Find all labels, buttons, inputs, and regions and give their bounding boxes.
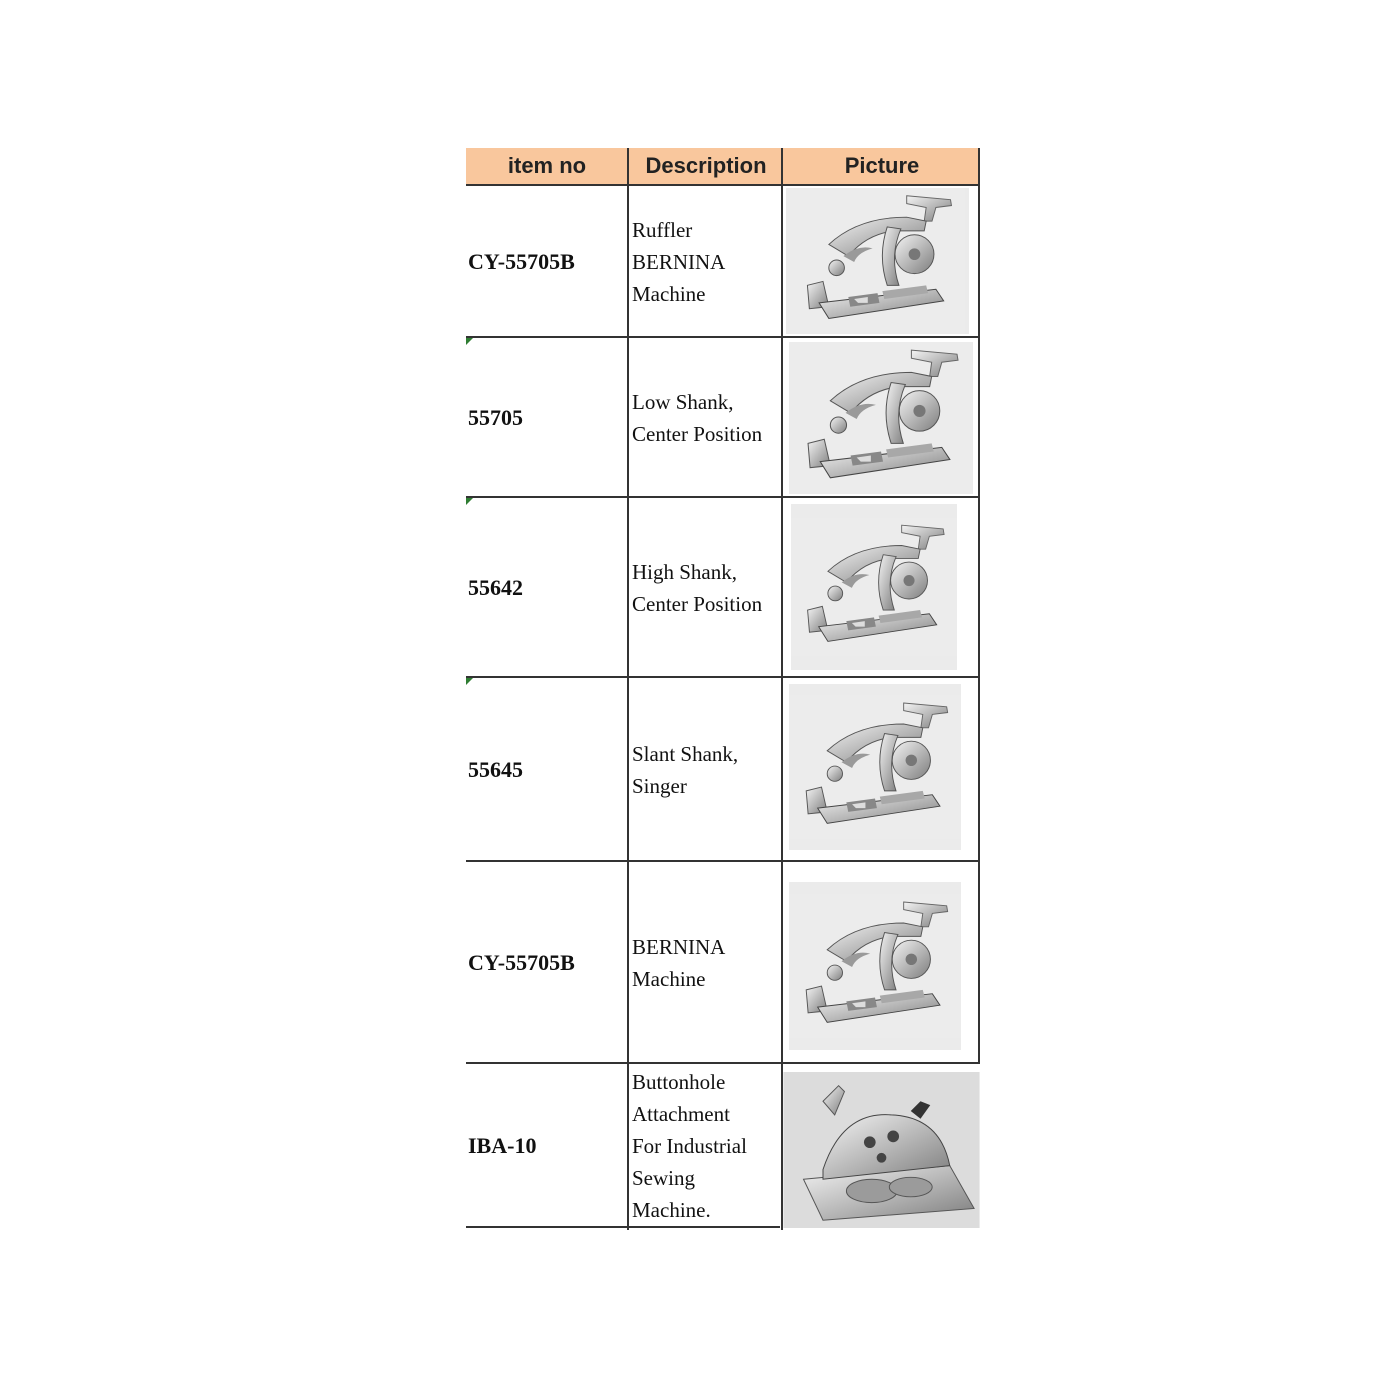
item-description: High Shank, Center Position xyxy=(632,560,763,616)
table-row xyxy=(466,498,980,678)
ruffler-foot-photo xyxy=(789,684,961,850)
table-row xyxy=(466,678,980,862)
item-description: Ruffler BERNINA Machine xyxy=(632,218,726,306)
item-description: BERNINA Machine xyxy=(632,935,726,991)
item-description: Low Shank, Center Position xyxy=(632,390,763,446)
product-table xyxy=(466,148,980,1230)
header-description: Description xyxy=(628,148,784,186)
column-divider xyxy=(978,148,980,1064)
column-divider xyxy=(781,148,783,1230)
table-row xyxy=(466,1064,980,1228)
table-row xyxy=(466,862,980,1064)
ruffler-foot-photo xyxy=(789,882,961,1050)
item-number: 55705 xyxy=(468,405,523,430)
item-number: 55642 xyxy=(468,575,523,600)
header-picture: Picture xyxy=(784,148,980,186)
buttonhole-attachment-photo xyxy=(783,1072,980,1228)
ruffler-foot-photo xyxy=(791,504,957,670)
ruffler-foot-photo xyxy=(789,342,973,494)
header-item-no: item no xyxy=(466,148,628,186)
table-row xyxy=(466,186,980,338)
column-divider xyxy=(627,148,629,1230)
item-description: Slant Shank, Singer xyxy=(632,742,739,798)
item-number: IBA-10 xyxy=(468,1133,537,1158)
item-number: CY-55705B xyxy=(468,950,575,975)
item-number: CY-55705B xyxy=(468,249,575,274)
row-divider xyxy=(466,1226,780,1228)
ruffler-foot-photo xyxy=(786,188,969,334)
item-description: Buttonhole Attachment For Industrial Sewing Machine. xyxy=(632,1070,747,1222)
item-number: 55645 xyxy=(468,757,523,782)
table-row xyxy=(466,338,980,498)
